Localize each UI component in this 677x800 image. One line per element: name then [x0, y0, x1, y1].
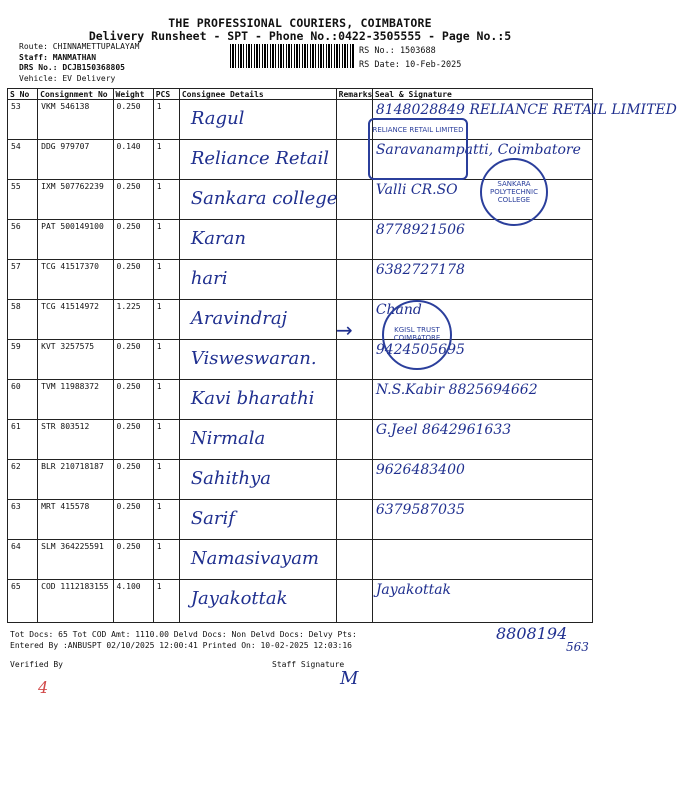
sno-cell: 63 — [8, 500, 38, 540]
sno-cell: 55 — [8, 180, 38, 220]
remarks-cell — [336, 460, 372, 500]
signature-text: 6379587035 — [375, 502, 465, 518]
table-row — [8, 220, 593, 260]
weight-cell: 0.250 — [113, 220, 153, 260]
consignee-cell — [179, 380, 336, 420]
weight-cell: 1.225 — [113, 300, 153, 340]
pcs-cell: 1 — [153, 460, 179, 500]
staff-label: Staff: MANMATHAN — [19, 52, 97, 62]
pcs-cell: 1 — [153, 540, 179, 580]
pcs-cell: 1 — [153, 260, 179, 300]
sno-cell: 64 — [8, 540, 38, 580]
consignee-cell — [179, 420, 336, 460]
route-label: Route: CHINNAMETTUPALAYAM — [19, 42, 140, 51]
weight-cell: 0.250 — [113, 500, 153, 540]
consignment-cell: COD 1112183155 — [38, 580, 113, 623]
pcs-cell: 1 — [153, 340, 179, 380]
col-weight: Weight — [113, 89, 153, 100]
signature-text: N.S.Kabir 8825694662 — [375, 382, 538, 398]
pcs-cell: 1 — [153, 140, 179, 180]
consignment-cell: SLM 364225591 — [38, 540, 113, 580]
trust-seal: KGISL TRUST COIMBATORE — [382, 300, 452, 370]
red-mark: 4 — [38, 678, 49, 697]
consignee-cell — [179, 220, 336, 260]
seal-cell — [372, 500, 592, 540]
consignee-cell — [179, 580, 336, 623]
seal-cell — [372, 260, 592, 300]
seal-cell — [372, 220, 592, 260]
consignment-cell: DDG 979707 — [38, 140, 113, 180]
remarks-cell — [336, 380, 372, 420]
rs-no: RS No.: 1503688 — [359, 46, 436, 56]
seal-cell — [372, 460, 592, 500]
sno-cell: 57 — [8, 260, 38, 300]
staff-signature-scribble: M — [340, 668, 359, 689]
col-sno: S No — [8, 89, 38, 100]
sno-cell: 65 — [8, 580, 38, 623]
footer-totals: Tot Docs: 65 Tot COD Amt: 1110.00 Delvd Docs: Non Delvd Docs: Delvy Pts: — [10, 630, 357, 639]
signature-text: 8148028849 RELIANCE RETAIL LIMITED — [375, 102, 677, 118]
consignee-name: Sankara college — [190, 188, 338, 209]
consignment-cell: STR 803512 — [38, 420, 113, 460]
remarks-cell — [336, 420, 372, 460]
consignment-cell: TCG 41517370 — [38, 260, 113, 300]
weight-cell: 4.100 — [113, 580, 153, 623]
consignee-name: Karan — [190, 228, 246, 249]
signature-text: 6382727178 — [375, 262, 465, 278]
remarks-cell — [336, 340, 372, 380]
verified-by-label: Verified By — [10, 660, 63, 669]
drs-label: DRS No.: DCJB150368805 — [19, 63, 125, 72]
sno-cell: 54 — [8, 140, 38, 180]
consignee-cell — [179, 140, 336, 180]
pcs-cell: 1 — [153, 580, 179, 623]
table-row — [8, 380, 593, 420]
consignment-cell: KVT 3257575 — [38, 340, 113, 380]
col-consignee: Consignee Details — [179, 89, 336, 100]
seal-cell — [372, 540, 592, 580]
pcs-cell: 1 — [153, 180, 179, 220]
remarks-cell — [336, 540, 372, 580]
col-consignment: Consignment No — [38, 89, 113, 100]
seal-cell — [372, 380, 592, 420]
pcs-cell: 1 — [153, 500, 179, 540]
pcs-cell: 1 — [153, 420, 179, 460]
signature-text: 9424505695 — [375, 342, 465, 358]
consignee-name: Reliance Retail — [190, 148, 330, 169]
consignee-cell — [179, 460, 336, 500]
signature-text: Chand — [375, 302, 422, 318]
weight-cell: 0.250 — [113, 100, 153, 140]
remarks-cell — [336, 140, 372, 180]
company-title: THE PROFESSIONAL COURIERS, COIMBATORE — [168, 16, 432, 30]
arrow-icon: → — [336, 318, 353, 342]
consignee-cell — [179, 260, 336, 300]
sno-cell: 60 — [8, 380, 38, 420]
consignee-cell — [179, 340, 336, 380]
table-row — [8, 420, 593, 460]
seal-cell — [372, 420, 592, 460]
col-seal: Seal & Signature — [372, 89, 592, 100]
table-header — [8, 89, 593, 100]
meta-right — [359, 44, 461, 72]
sno-cell: 58 — [8, 300, 38, 340]
consignee-name: Aravindraj — [190, 308, 288, 329]
college-seal: SANKARA POLYTECHNIC COLLEGE — [480, 158, 548, 226]
sno-cell: 62 — [8, 460, 38, 500]
pcs-cell: 1 — [153, 100, 179, 140]
runsheet-subtitle: Delivery Runsheet - SPT - Phone No.:0422-3505555 - Page No.:5 — [88, 29, 512, 43]
weight-cell: 0.250 — [113, 460, 153, 500]
consignee-cell — [179, 500, 336, 540]
sno-cell: 56 — [8, 220, 38, 260]
consignee-cell — [179, 300, 336, 340]
weight-cell: 0.250 — [113, 540, 153, 580]
barcode — [230, 44, 354, 68]
remarks-cell — [336, 180, 372, 220]
signature-text: Jayakottak — [375, 582, 452, 598]
pcs-cell: 1 — [153, 220, 179, 260]
consignee-name: Sarif — [190, 508, 235, 529]
consignee-name: hari — [190, 268, 228, 289]
signature-text: Saravanampatti, Coimbatore — [375, 142, 581, 158]
remarks-cell — [336, 500, 372, 540]
sno-cell: 59 — [8, 340, 38, 380]
handwritten-total: 8808194 — [496, 624, 568, 643]
consignee-name: Visweswaran. — [190, 348, 317, 369]
pcs-cell: 1 — [153, 380, 179, 420]
signature-text: G.Jeel 8642961633 — [375, 422, 512, 438]
weight-cell: 0.250 — [113, 340, 153, 380]
table-row — [8, 340, 593, 380]
table-row — [8, 100, 593, 140]
consignee-name: Jayakottak — [190, 588, 288, 609]
weight-cell: 0.250 — [113, 380, 153, 420]
weight-cell: 0.250 — [113, 420, 153, 460]
col-pcs: PCS — [153, 89, 179, 100]
sno-cell: 53 — [8, 100, 38, 140]
consignee-name: Kavi bharathi — [190, 388, 315, 409]
consignment-cell: PAT 500149100 — [38, 220, 113, 260]
table-row — [8, 300, 593, 340]
consignment-cell: VKM 546138 — [38, 100, 113, 140]
table-row — [8, 260, 593, 300]
footer-entered: Entered By :ANBUSPT 02/10/2025 12:00:41 Printed On: 10-02-2025 12:03:16 — [10, 641, 352, 650]
weight-cell: 0.250 — [113, 180, 153, 220]
vehicle-label: Vehicle: EV Delivery — [19, 73, 116, 83]
weight-cell: 0.250 — [113, 260, 153, 300]
consignee-name: Nirmala — [190, 428, 266, 449]
remarks-cell — [336, 260, 372, 300]
consignee-cell — [179, 100, 336, 140]
signature-text: Valli CR.SO — [375, 182, 458, 198]
consignee-name: Namasivayam — [190, 548, 319, 569]
seal-cell — [372, 580, 592, 623]
table-row — [8, 580, 593, 623]
col-remarks: Remarks — [336, 89, 372, 100]
reliance-stamp: RELIANCE RETAIL LIMITED — [368, 118, 468, 180]
signature-text: 8778921506 — [375, 222, 465, 238]
table-row — [8, 460, 593, 500]
consignment-cell: TVM 11988372 — [38, 380, 113, 420]
staff-signature-label: Staff Signature — [272, 660, 345, 669]
consignment-cell: TCG 41514972 — [38, 300, 113, 340]
weight-cell: 0.140 — [113, 140, 153, 180]
meta-left — [19, 42, 139, 84]
sno-cell: 61 — [8, 420, 38, 460]
table-row — [8, 500, 593, 540]
table-row — [8, 540, 593, 580]
consignment-cell: BLR 210718187 — [38, 460, 113, 500]
remarks-cell — [336, 580, 372, 623]
consignee-cell — [179, 540, 336, 580]
consignee-name: Sahithya — [190, 468, 271, 489]
consignee-cell — [179, 180, 336, 220]
pcs-cell: 1 — [153, 300, 179, 340]
remarks-cell — [336, 220, 372, 260]
rs-date: RS Date: 10-Feb-2025 — [359, 60, 462, 70]
consignee-name: Ragul — [190, 108, 245, 129]
handwritten-total-2: 563 — [566, 640, 589, 654]
consignment-cell: MRT 415578 — [38, 500, 113, 540]
signature-text: 9626483400 — [375, 462, 465, 478]
consignment-cell: IXM 507762239 — [38, 180, 113, 220]
remarks-cell — [336, 100, 372, 140]
